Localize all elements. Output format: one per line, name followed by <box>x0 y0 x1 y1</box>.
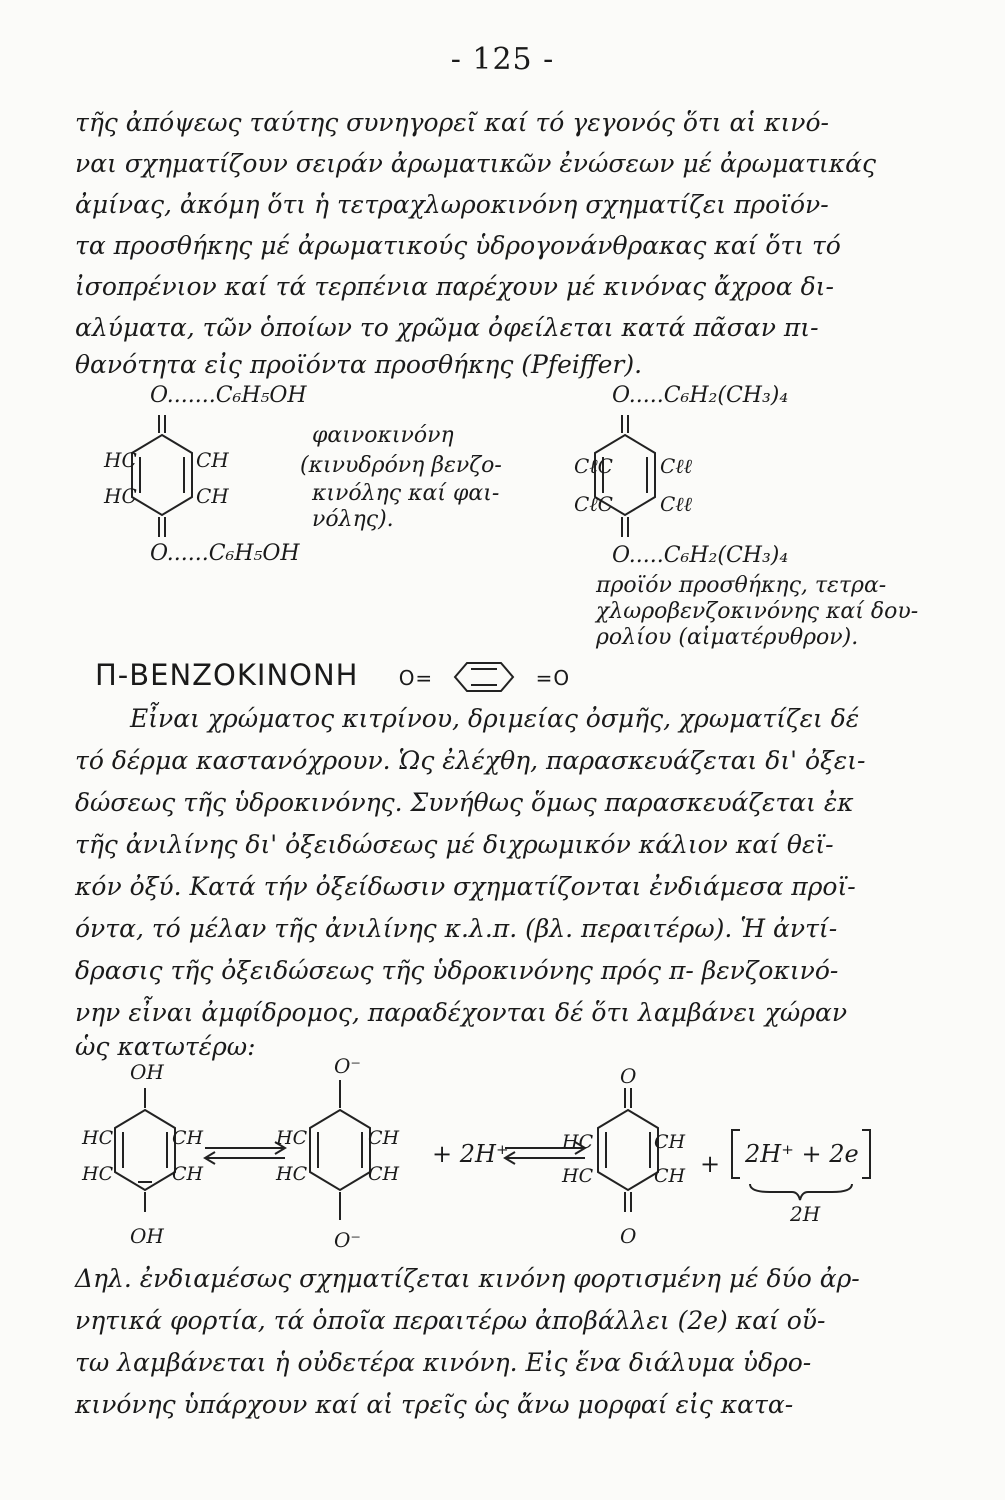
text-line: ὡς κατωτέρω: <box>75 1032 256 1061</box>
phenol-label-top: O.......C₆H₅OH <box>150 383 307 408</box>
text-line: τό δέρμα καστανόχρουν. Ὡς ἐλέχθη, παρασκευάζεται δι' ὀξει- <box>75 746 866 775</box>
o-bottom-label: O <box>620 1224 637 1248</box>
o-top-label: O <box>620 1064 637 1088</box>
o-minus-bottom-label: O⁻ <box>334 1228 361 1252</box>
text-line: δώσεως τῆς ὑδροκινόνης. Συνήθως ὅμως παρασκευάζεται ἐκ <box>75 788 854 817</box>
text-line: κόν ὀξύ. Κατά τήν ὀξείδωσιν σχηματίζονται ἐνδιάμεσα προϊ- <box>75 872 856 901</box>
text-line: κινόνης ὑπάρχουν καί αἱ τρεῖς ὡς ἄνω μορφαί εἰς κατα- <box>75 1390 794 1419</box>
text-line: Δηλ. ἐνδιαμέσως σχηματίζεται κινόνη φορτισμένη μέ δύο ἀρ- <box>75 1264 860 1293</box>
ring-label: CH <box>654 1131 686 1153</box>
text-line: δρασις τῆς ὀξειδώσεως τῆς ὑδροκινόνης πρός π- βενζοκινό- <box>75 956 839 985</box>
text-line: Εἶναι χρώματος κιτρίνου, δριμείας ὀσμῆς, χρωματίζει δέ <box>130 704 860 733</box>
text-line: νητικά φορτία, τά ὁποῖα περαιτέρω ἀποβάλλει (2e) καί οὕ- <box>75 1306 826 1335</box>
plus-sign: + <box>700 1150 721 1178</box>
o-minus-top-label: O⁻ <box>334 1054 361 1078</box>
text-line: τω λαμβάνεται ἡ οὐδετέρα κινόνη. Εἰς ἕνα διάλυμα ὑδρο- <box>75 1348 812 1377</box>
ring-label: HC <box>276 1163 308 1185</box>
text-line: όντα, τό μέλαν τῆς ἀνιλίνης κ.λ.π. (βλ. περαιτέρω). Ἡ ἀντί- <box>75 914 838 943</box>
text-line: τα προσθήκης μέ ἀρωματικούς ὑδρογονάνθρακας καί ὅτι τό <box>75 231 841 260</box>
bracket-content: 2H⁺ + 2e <box>745 1140 859 1168</box>
ring-label: CH <box>196 448 229 472</box>
durene-label-top: O.....C₆H₂(CH₃)₄ <box>612 383 789 408</box>
text-line: νην εἶναι ἀμφίδρομος, παραδέχονται δέ ὅτι λαμβάνει χώραν <box>75 998 848 1027</box>
figure-caption: (κινυδρόνη βενζο- <box>300 453 502 478</box>
phenol-label-bottom: O......C₆H₅OH <box>150 541 300 566</box>
formula-left: O= <box>398 666 434 690</box>
ring-label: HC <box>104 448 137 472</box>
oh-top-label: OH <box>130 1060 164 1084</box>
figure-caption: νόλης). <box>312 507 394 532</box>
figure-caption: φαινοκινόνη <box>312 423 454 448</box>
ring-label: CH <box>654 1165 686 1187</box>
ring-label: CH <box>196 484 229 508</box>
figure-caption: χλωροβενζοκινόνης καί δου- <box>596 599 919 624</box>
ring-label: CℓC <box>574 492 613 516</box>
text-line: ναι σχηματίζουν σειράν ἀρωματικῶν ἐνώσεων μέ ἀρωματικάς <box>75 149 877 178</box>
ring-label: HC <box>82 1127 114 1149</box>
oh-bottom-label: OH <box>130 1224 164 1248</box>
benzene-ring-icon <box>443 660 525 694</box>
plus-2h-label: + 2H⁺ <box>432 1140 509 1168</box>
ring-label: Cℓℓ <box>660 492 692 516</box>
page-number: - 125 - <box>450 42 555 77</box>
formula-right: =O <box>535 666 571 690</box>
ring-label: HC <box>82 1163 114 1185</box>
figure-caption: ρολίου (αἱματέρυθρον). <box>596 625 859 650</box>
ring-label: HC <box>276 1127 308 1149</box>
text-line: τῆς ἀπόψεως ταύτης συνηγορεῖ καί τό γεγονός ὅτι αἱ κινό- <box>75 108 829 137</box>
figure-caption: κινόλης καί φαι- <box>312 481 500 506</box>
ring-label: CH <box>172 1163 204 1185</box>
figure-caption: προϊόν προσθήκης, τετρα- <box>596 573 887 598</box>
ring-label: CℓC <box>574 454 613 478</box>
text-line: τῆς ἀνιλίνης δι' ὀξειδώσεως μέ διχρωμικόν κάλιον καί θεϊ- <box>75 830 834 859</box>
heading-title: Π-ΒΕΝΖΟΚΙΝΟΝΗ <box>95 658 359 692</box>
ring-label: HC <box>562 1165 594 1187</box>
text-line: αλύματα, τῶν ὁποίων το χρῶμα ὀφείλεται κατά πᾶσαν πι- <box>75 313 819 342</box>
ring-label: Cℓℓ <box>660 454 692 478</box>
ring-label: CH <box>368 1127 400 1149</box>
section-heading <box>95 658 570 694</box>
ring-label: HC <box>562 1131 594 1153</box>
durene-label-bottom: O.....C₆H₂(CH₃)₄ <box>612 543 789 568</box>
ring-label: HC <box>104 484 137 508</box>
text-line: ἰσοπρένιον καί τά τερπένια παρέχουν μέ κινόνας ἄχροα δι- <box>75 272 834 301</box>
ring-label: CH <box>368 1163 400 1185</box>
text-line: θανότητα εἰς προϊόντα προσθήκης (Pfeiffer). <box>75 350 643 379</box>
ring-label: CH <box>172 1127 204 1149</box>
brace-label: 2H <box>790 1202 821 1226</box>
quinone-ring-diagram <box>95 405 285 545</box>
text-line: ἀμίνας, ἀκόμη ὅτι ἡ τετραχλωροκινόνη σχηματίζει προϊόν- <box>75 190 829 219</box>
